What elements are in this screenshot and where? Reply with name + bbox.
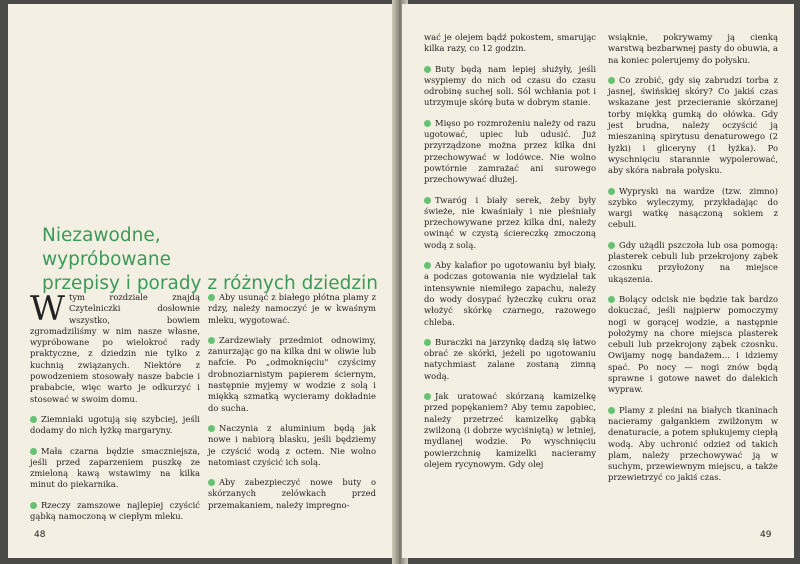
paragraph [608,75,778,177]
paragraph [608,294,778,396]
bullet-dot-icon [424,66,431,73]
paragraph [424,32,596,55]
paragraph-text: Mięso po rozmrożeniu należy od razu ugotować, upiec lub udusić. Już przyrządzone można przez kilka dni przechowywać w lodówce. Nie wolno powtórnie zamrażać ani surowego przechowywać dłużej. [424,117,596,185]
paragraph-text: Naczynia z aluminium będą jak nowe i nabiorą blasku, jeśli będziemy je czyścić wodą z octem. Nie wolno natomiast czyścić ich solą. [208,422,376,467]
left-page [8,4,396,558]
bullet-dot-icon [208,479,215,486]
paragraph [608,405,778,484]
paragraph [608,186,778,231]
paragraph-text: Jak uratować skórzaną kamizelkę przed popękaniem? Aby temu zapobiec, należy przetrzeć kamizelkę gąbką zwilżoną (i dobrze wyciśniętą) w letniej, mydlanej wodzie. Po wyschnięciu powierzchnię kamizelki nacieramy olejem rycynowym. Gdy olej [424,391,596,469]
paragraph [424,337,596,382]
right-page [402,4,794,558]
paragraph [424,118,596,186]
chapter-heading: Niezawodne, wypróbowane przepisy i porady z różnych dziedzin [42,225,378,294]
bullet-dot-icon [424,393,431,400]
paragraph [424,64,596,109]
paragraph-text: Co zrobić, gdy się zabrudzi torba z jasnej, świńskiej skóry? Co jakiś czas wskazane jest przecieranie skórzanej torby miękką gumką do ołówka. Gdy jest brudna, należy oczyścić ją mieszaniną spirytusu denaturowego (2 łyżki) i gliceryny (1 łyżka). Po wyschnięciu starannie wypolerować, aby skóra nabrała połysku. [608,74,778,176]
paragraph-text: Buty będą nam lepiej służyły, jeśli wsypiemy do nich od czasu do czasu odrobinę suchej soli. Sól wchłania pot i utrzymuje skórę buta w dobrym stanie. [424,63,596,108]
bullet-dot-icon [608,77,615,84]
bullet-dot-icon [608,407,615,414]
page-number-left: 48 [34,530,46,540]
bullet-dot-icon [608,242,615,249]
paragraph [608,240,778,285]
bullet-dot-icon [608,188,615,195]
paragraph [30,500,200,523]
paragraph-text: Plamy z pleśni na białych tkaninach nacieramy gałgankiem zwilżonym w denaturacie, a potem spłukujemy ciepłą wodą. Aby uchronić odzież od takich plam, należy przechowywać ją w suchym, przewiewnym miejscu, a także przewietrzyć co jakiś czas. [608,404,778,483]
paragraph-text: Ziemniaki ugotują się szybciej, jeśli dodamy do nich łyżkę margaryny. [30,413,200,436]
left-column-2 [208,292,376,520]
paragraph-text: Buraczki na jarzynkę dadzą się łatwo obrać ze skórki, jeżeli po ugotowaniu natychmiast zalane zostaną zimną wodą. [424,336,596,381]
paragraph-text: Rzeczy zamszowe najlepiej czyścić gąbką namoczoną w ciepłym mleku. [30,499,200,522]
right-column-1 [424,32,596,479]
paragraph [30,414,200,437]
paragraph-text: Bolący odcisk nie będzie tak bardzo dokuczać, jeśli najpierw pomoczymy nogi w gorącej wodzie, a następnie położymy na chore miejsca plasterek cebuli lub przekrojony ząbek czosnku. Owijamy nogę bandażem... i idziemy spać. Po nocy — nogi znów będą sprawne i gotowe nawet do dalekich wypraw. [608,293,778,395]
page-number-right: 49 [760,530,772,540]
paragraph-text: Wypryski na wardze (tzw. zimno) szybko wyleczymy, przykładając do wargi watkę nasączoną sokiem z cebuli. [608,185,778,230]
bullet-dot-icon [30,416,37,423]
paragraph [424,195,596,251]
paragraph-text: Twaróg i biały serek, żeby były świeże, nie kwaśniały i nie pleśniały przechowywane przez kilka dni, należy owinąć w czystą ściereczkę zmoczoną wodą z solą. [424,194,596,250]
paragraph [208,335,376,414]
bullet-dot-icon [608,296,615,303]
bullet-dot-icon [424,262,431,269]
paragraph [30,446,200,491]
paragraph-text: Aby usunąć z białego płótna plamy z rdzy, należy namoczyć je w kwaśnym mleku, wygotować. [208,292,376,325]
paragraph [208,292,376,326]
left-column-1 [30,289,200,531]
bullet-dot-icon [424,339,431,346]
paragraph [608,32,778,66]
bullet-dot-icon [208,425,215,432]
paragraph-text: Aby zabezpieczyć nowe buty o skórzanych zelówkach przed przemakaniem, należy impregno- [208,477,376,510]
bullet-dot-icon [424,197,431,204]
paragraph [208,423,376,468]
paragraph-text: Aby kalafior po ugotowaniu był biały, a podczas gotowania nie wydzielał tak intensywnie niemiłego zapachu, należy do wody dosypać łyżeczkę cukru oraz włożyć skórkę czarnego, razowego chleba. [424,260,596,327]
paragraph-text: tym rozdziale znajdą Czytelniczki dosłownie wszystko, bowiem zgromadziliśmy w nim nasze własne, wypróbowane po wielokroć rady praktyczne, z dziedzin nie tylko z kuchnią związanych. Niektóre z powodzeniem stosowały nasze babcie i prababcie, więc warto je odkurzyć i stosować w swoim domu. [30,292,200,404]
bullet-dot-icon [30,448,37,455]
paragraph-text: Zardzewiały przedmiot odnowimy, zanurzając go na kilka dni w oliwie lub nafcie. Po „odmoknięciu" czyścimy drobnoziarnistym papierem ściernym, następnie myjemy w wodzie z solą i miękką szmatką wycieramy dokładnie do sucha. [208,334,376,413]
paragraph-text: wsiąknie, pokrywamy ją cienką warstwą bezbarwnej pasty do obuwia, a na koniec polerujemy do połysku. [608,32,778,65]
paragraph-text: Mała czarna będzie smaczniejsza, jeśli przed zaparzeniem puszkę ze zmieloną kawą wstawimy na kilka minut do piekarnika. [30,445,200,490]
paragraph [424,260,596,328]
paragraph [208,477,376,511]
bullet-dot-icon [30,502,37,509]
paragraph [424,391,596,470]
paragraph-text: Gdy użądli pszczoła lub osa pomogą: plasterek cebuli lub przekrojony ząbek czosnku przyłożony na miejsce ukąszenia. [608,239,778,284]
paragraph [30,289,200,405]
bullet-dot-icon [424,120,431,127]
paragraph-text: wać je olejem bądź pokostem, smarując kilka razy, co 12 godzin. [424,32,596,54]
bullet-dot-icon [208,337,215,344]
drop-cap: W [30,289,65,329]
right-column-2 [608,32,778,493]
bullet-dot-icon [208,294,215,301]
